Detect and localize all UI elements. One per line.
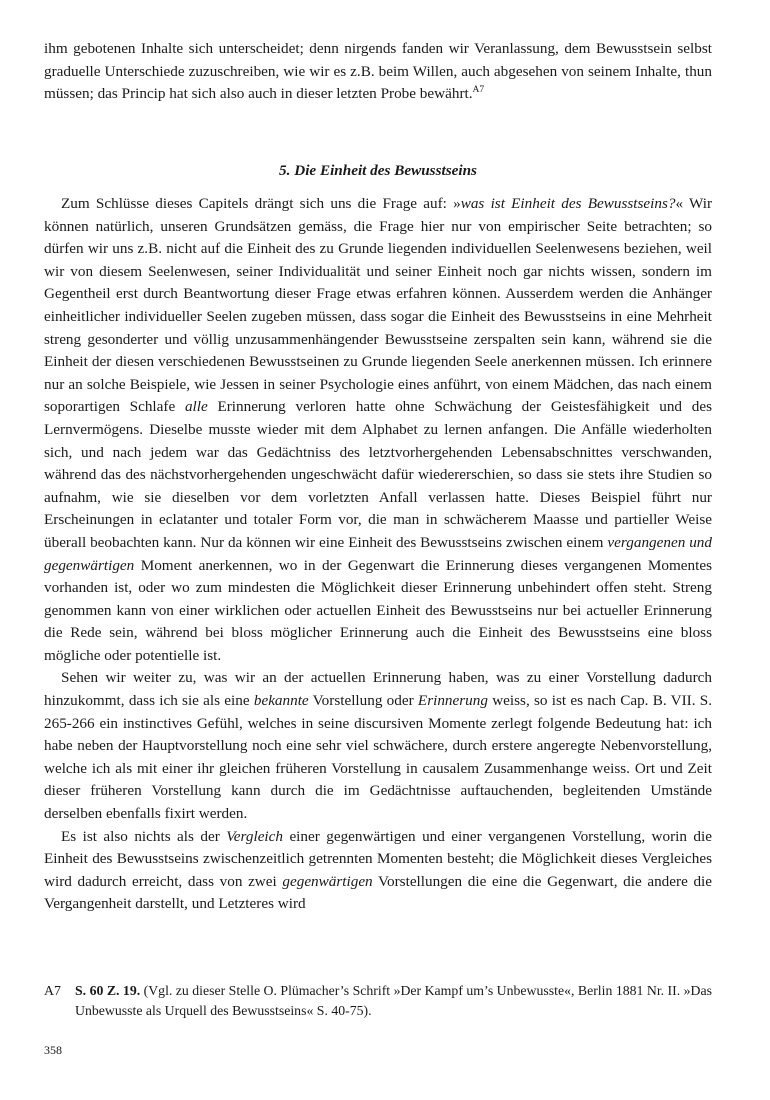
page-number: 358 [44,1043,62,1057]
endnote-label: A7 [44,983,61,998]
endnote-location: S. 60 Z. 19. [75,983,141,998]
endnote-text: (Vgl. zu dieser Stelle O. Plümacher’s Schrift »Der Kampf um’s Unbewusste«, Berlin 1881 Nr. II. »Das Unbewusste als Urquell des Bewusstseins« S. 40-75). [75,983,712,1018]
section-body [44,193,712,916]
endnote [44,981,712,1021]
section-heading: 5. Die Einheit des Bewusstseins [279,162,477,179]
paragraph-2: Sehen wir weiter zu, was wir an der actuellen Erinnerung haben, was zu einer Vorstellung dadurch hinzukommt, dass ich sie als eine bekannte Vorstellung oder Erinnerung weiss, so ist es nach Cap. B. VII. S. 265-266 ein instinctives Gefühl, welches in seine discursiven Momente zerlegt folgende Bedeutung hat: ich habe neben der Hauptvorstellung noch eine sehr viel schwächere, durch erstere angeregte Nebenvorstellung, welche ich als mit einer ihr gleichen früheren Vorstellung in causalem Zusammenhange weiss. Ort und Zeit dieser früheren Vorstellung kann durch die im Gedächtnisse auftauchenden, begleitenden Umstände derselben ebenfalls fixirt werden. [44,669,712,823]
paragraph-1: Zum Schlüsse dieses Capitels drängt sich uns die Frage auf: »was ist Einheit des Bewusstseins?« Wir können natürlich, unseren Grundsätzen gemäss, die Frage hier nur von empirischer Seite betrachten; so dürfen wir uns z.B. nicht auf die Einheit des zu Grunde liegenden individuellen Seelenwesens beziehen, weil wir von diesem Seelenwesen, seiner Individualität und seiner Einheit noch gar nichts wissen, sondern im Gegentheil erst durch Beantwortung dieser Frage etwas erfahren können. Ausserdem werden die Anhänger einheitlicher individueller Seelen zugeben müssen, dass sogar die Einheit des Bewusstseins in eine Mehrheit streng gesonderter und völlig unzusammenhängender Bewusstseine zerspalten sein kann, während sie die Einheit der diesen verschiedenen Bewusstseinen zu Grunde liegenden Seele anerkennen müssen. Ich erinnere nur an solche Beispiele, wie Jessen in seiner Psychologie eines anführt, von einem Mädchen, das nach einem soporartigen Schlafe alle Erinnerung verloren hatte ohne Schwächung der Geistesfähigkeit und des Lernvermögens. Dieselbe musste wieder mit dem Alphabet zu lernen anfangen. Die Anfälle wiederholten sich, und nach jedem war das Gedächtniss des letztvorhergehenden Lebensabschnittes verschwanden, während das des nächstvorhergehenden ungeschwächt dafür wiedererschien, so dass sie stets ihre Studien so aufnahm, wie sie dieselben vor dem vorletzten Anfall verlassen hatte. Dieses Beispiel führt nur Erscheinungen in eclatanter und totaler Form vor, die man in schwächerem Maasse und partieller Weise überall beobachten kann. Nur da können wir eine Einheit des Bewusstseins zwischen einem vergangenen und gegenwärtigen Moment anerkennen, wo in der Gegenwart die Erinnerung dieses vergangenen Momentes vorhanden ist, oder wo zum mindesten die Möglichkeit dieser Erinnerung unbehindert offen steht. Streng genommen kann von einer wirklichen oder actuellen Einheit des Bewusstseins nur bei actueller Erinnerung die Rede sein, während bei bloss möglicher Erinnerung auch die Einheit des Bewusstseins eine bloss mögliche oder potentielle ist. [44,195,713,664]
opening-paragraph [44,38,712,106]
endnote-reference: A7 [472,85,485,96]
endnote-body [75,981,712,1021]
opening-text: ihm gebotenen Inhalte sich unterscheidet; denn nirgends fanden wir Veranlassung, dem Bewusstsein selbst graduelle Unterschiede zuzuschreiben, wie wir es z.B. beim Willen, auch abgesehen von seinem Inhalte, thun müssen; das Princip hat sich also auch in dieser letzten Probe bewährt. [44,40,712,103]
paragraph-3: Es ist also nichts als der Vergleich einer gegenwärtigen und einer vergangenen Vorstellung, worin die Einheit des Bewusstseins zwischenzeitlich getrennten Momenten besteht; die Möglichkeit dieses Vergleiches wird dadurch erreicht, dass von zwei gegenwärtigen Vorstellungen die eine die Gegenwart, die andere die Vergangenheit darstellt, und Letzteres wird [44,827,713,913]
